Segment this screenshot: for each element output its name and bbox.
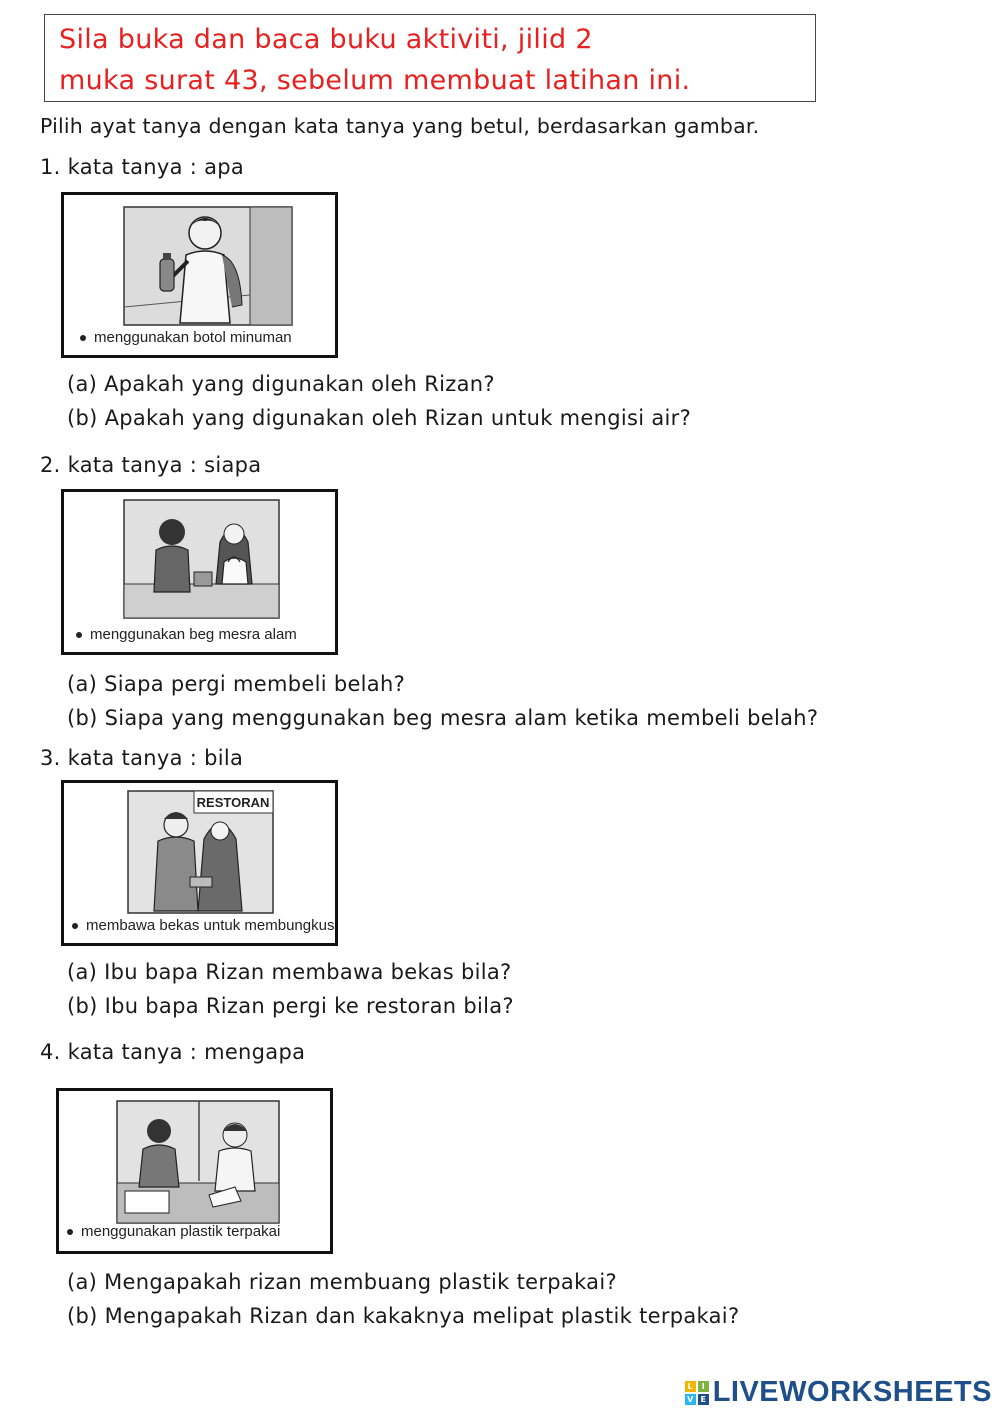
question-3-caption — [72, 917, 334, 934]
question-1-heading: 1. kata tanya : apa — [40, 155, 245, 179]
question-4-heading: 4. kata tanya : mengapa — [40, 1040, 306, 1064]
logo-letter-l: L — [685, 1381, 696, 1392]
instruction-text: Pilih ayat tanya dengan kata tanya yang betul, berdasarkan gambar. — [40, 114, 760, 138]
liveworksheets-icon — [685, 1381, 709, 1405]
question-3-option-a[interactable]: (a) Ibu bapa Rizan membawa bekas bila? — [67, 960, 512, 984]
notice-line-2: muka surat 43, sebelum membuat latihan ini. — [59, 65, 691, 96]
question-4-caption-text: menggunakan plastik terpakai — [81, 1223, 281, 1240]
question-2-heading: 2. kata tanya : siapa — [40, 453, 262, 477]
question-2-option-b[interactable]: (b) Siapa yang menggunakan beg mesra alam ketika membeli belah? — [67, 706, 819, 730]
question-1-option-b[interactable]: (b) Apakah yang digunakan oleh Rizan untuk mengisi air? — [67, 406, 692, 430]
logo-letter-i: I — [698, 1381, 709, 1392]
question-2-option-a[interactable]: (a) Siapa pergi membeli belah? — [67, 672, 406, 696]
question-4-option-b[interactable]: (b) Mengapakah Rizan dan kakaknya melipat plastik terpakai? — [67, 1304, 740, 1328]
question-2-caption — [76, 626, 297, 643]
question-3-option-b[interactable]: (b) Ibu bapa Rizan pergi ke restoran bila? — [67, 994, 514, 1018]
bullet-icon — [76, 632, 82, 638]
question-2-picture — [61, 489, 338, 655]
question-1-picture — [61, 192, 338, 358]
question-1-option-a[interactable]: (a) Apakah yang digunakan oleh Rizan? — [67, 372, 495, 396]
restoran-sign: RESTORAN — [196, 795, 270, 810]
bullet-icon — [72, 923, 78, 929]
logo-letter-v: V — [685, 1394, 696, 1405]
liveworksheets-brand-text: LIVEWORKSHEETS — [712, 1376, 992, 1408]
question-4-caption — [67, 1223, 280, 1240]
question-2-caption-text: menggunakan beg mesra alam — [90, 626, 297, 643]
bullet-icon — [80, 335, 86, 341]
question-1-caption — [80, 329, 292, 346]
question-1-caption-text: menggunakan botol minuman — [94, 329, 292, 346]
logo-letter-e: E — [698, 1394, 709, 1405]
question-4-picture — [56, 1088, 333, 1254]
bullet-icon — [67, 1229, 73, 1235]
question-4-option-a[interactable]: (a) Mengapakah rizan membuang plastik terpakai? — [67, 1270, 617, 1294]
question-3-caption-text: membawa bekas untuk membungkus — [86, 917, 335, 934]
notice-box — [44, 14, 816, 102]
liveworksheets-logo[interactable] — [685, 1376, 992, 1409]
question-3-heading: 3. kata tanya : bila — [40, 746, 244, 770]
notice-line-1: Sila buka dan baca buku aktiviti, jilid 2 — [59, 24, 593, 55]
question-3-picture — [61, 780, 338, 946]
